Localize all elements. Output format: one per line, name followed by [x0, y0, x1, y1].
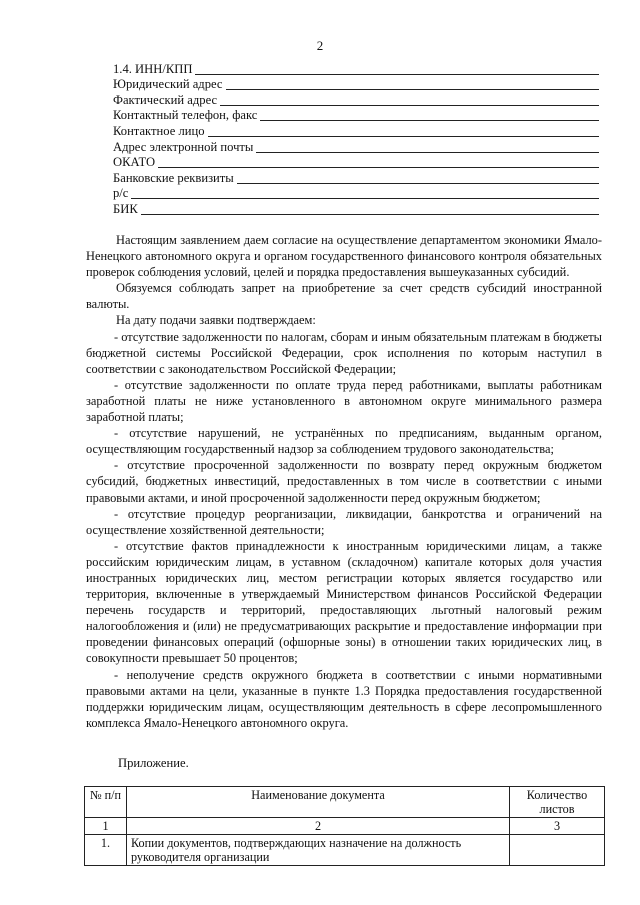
confirm-item: - отсутствие задолженности по оплате труда перед работниками, выплаты работникам заработной платы не ниже установленного в автономном округе минимального размера заработной платы;	[86, 377, 602, 425]
column-number: 3	[510, 818, 605, 835]
sheet-count	[510, 835, 605, 866]
field-label: Адрес электронной почты	[113, 139, 254, 154]
confirm-item: - отсутствие процедур реорганизации, ликвидации, банкротства и ограничений на осуществление хозяйственной деятельности;	[86, 506, 602, 537]
fill-line	[195, 63, 599, 75]
field-legal-address	[113, 76, 599, 92]
field-label: ОКАТО	[113, 155, 156, 170]
confirm-intro: На дату подачи заявки подтверждаем:	[116, 313, 316, 328]
document-name: Копии документов, подтверждающих назначение на должность руководителя организации	[127, 835, 510, 866]
column-number: 2	[127, 818, 510, 835]
field-bik	[113, 200, 599, 216]
fill-line	[260, 109, 599, 121]
row-number: 1.	[85, 835, 127, 866]
field-label: 1.4. ИНН/КПП	[113, 61, 193, 76]
field-contact-person	[113, 122, 599, 138]
col-header-count: Количество листов	[510, 787, 605, 818]
fill-line	[141, 203, 599, 215]
fill-line	[226, 78, 600, 90]
field-email	[113, 138, 599, 154]
consent-paragraph: Настоящим заявлением даем согласие на осуществление департаментом экономики Ямало-Ненецкого автономного округа и органом государственного финансового контроля обязательных проверок соблюдения условий, целей и порядка предоставления вышеуказанных субсидий.	[86, 233, 602, 280]
field-bank-details	[113, 169, 599, 185]
field-label: р/с	[113, 186, 129, 201]
field-label: Юридический адрес	[113, 77, 223, 92]
column-number: 1	[85, 818, 127, 835]
table-row	[85, 835, 605, 866]
table-numbering-row	[85, 818, 605, 835]
field-label: Контактное лицо	[113, 123, 205, 138]
confirm-item: - отсутствие нарушений, не устранённых по предписаниям, выданным органом, осуществляющим государственный надзор за соблюдением трудового законодательства;	[86, 426, 602, 457]
confirm-item: - отсутствие просроченной задолженности по возврату перед окружным бюджетом субсидий, бюджетных инвестиций, предоставленных в том числе в соответствии с иными правовыми актами, и иной просроченной задолженности перед окружным бюджетом;	[86, 458, 602, 505]
confirm-item: - отсутствие фактов принадлежности к иностранным юридическими лицам, а также российским юридическим лицам, в уставном (складочном) капитале которых доля участия иностранных юридических лиц, местом регистрации которых является государство или территория, включенные в утверждаемый Министерством финансов Российской Федерации перечень государств и территорий, предоставляющих льготный налоговый режим налогообложения и (или) не предусматривающих раскрытие и предоставление информации при проведении финансовых операций (офшорные зоны) в отношении таких юридических лиц, в совокупности превышает 50 процентов;	[86, 538, 602, 666]
body-text	[86, 232, 602, 731]
field-actual-address	[113, 91, 599, 107]
documents-table	[84, 786, 605, 866]
field-label: БИК	[113, 201, 138, 216]
col-header-number: № п/п	[85, 787, 127, 818]
fill-line	[208, 125, 599, 137]
field-inn-kpp	[113, 60, 599, 76]
fill-line	[237, 172, 599, 184]
currency-paragraph: Обязуемся соблюдать запрет на приобретение за счет средств субсидий иностранной валюты.	[86, 281, 602, 312]
fill-line	[220, 94, 599, 106]
confirm-item: - отсутствие задолженности по налогам, сборам и иным обязательным платежам в бюджеты бюджетной системы Российской Федерации, срок исполнения по которым наступил в соответствии с законодательством Российской Федерации;	[86, 329, 602, 376]
fill-line	[158, 156, 599, 168]
field-phone-fax	[113, 107, 599, 123]
field-account	[113, 185, 599, 201]
fill-line	[256, 141, 599, 153]
field-label: Фактический адрес	[113, 92, 218, 107]
page-number: 2	[316, 38, 324, 53]
field-label: Контактный телефон, факс	[113, 108, 258, 123]
annex-label: Приложение.	[118, 756, 189, 770]
col-header-name: Наименование документа	[127, 787, 510, 818]
field-okato	[113, 154, 599, 170]
table-header-row	[85, 787, 605, 818]
field-label: Банковские реквизиты	[113, 170, 234, 185]
requisites-fields	[113, 60, 599, 216]
confirm-item: - неполучение средств окружного бюджета в соответствии с иными нормативными правовыми актами на цели, указанные в пункте 1.3 Порядка предоставления государственной поддержки юридическим лицам, осуществляющим деятельность в сфере лесопромышленного комплекса Ямало-Ненецкого автономного округа.	[86, 667, 602, 730]
fill-line	[131, 187, 599, 199]
